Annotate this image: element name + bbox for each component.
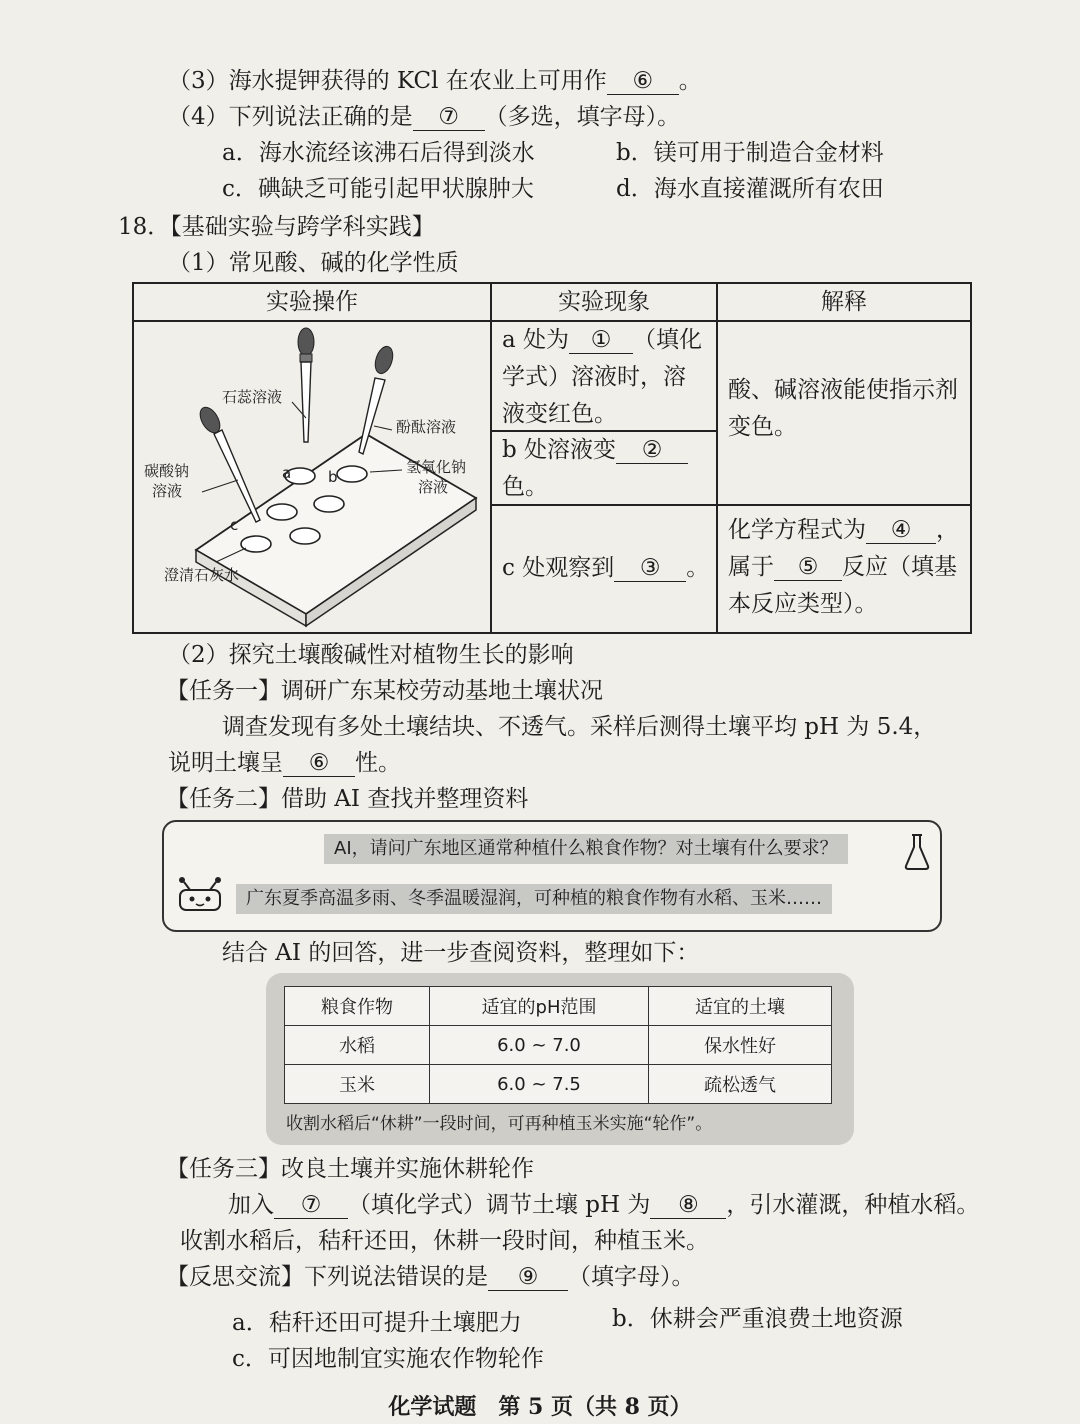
task3-line1 <box>228 1190 979 1220</box>
label-limewater: 澄清石灰水 <box>164 566 240 584</box>
crop-ph-range: 6.0 ~ 7.5 <box>430 1065 649 1104</box>
phenomenon-b <box>502 432 714 506</box>
phen-b-text: b 处溶液变 <box>502 437 617 463</box>
phen-a-text-2: （填化 <box>633 327 703 353</box>
task1-line2 <box>168 748 401 778</box>
q17-4-line <box>168 102 680 132</box>
label-well-b: b <box>328 468 338 486</box>
crop-name: 玉米 <box>285 1065 430 1104</box>
phenomenon-c <box>502 550 714 587</box>
phen-a-text-3: 学式）溶液时，溶 <box>502 364 686 390</box>
phen-a-text-4: 液变红色。 <box>502 401 617 427</box>
well-c <box>241 536 271 552</box>
reflect-option-a: a．秸秆还田可提升土壤肥力 <box>232 1310 522 1336</box>
answer-blank-6b[interactable]: ⑥ <box>283 750 355 777</box>
phen-c-end: 。 <box>686 555 710 581</box>
crop-soil: 疏松透气 <box>649 1065 832 1104</box>
expl-2-comma: ， <box>936 517 959 543</box>
answer-blank-6[interactable]: ⑥ <box>607 68 679 95</box>
crop-header-ph: 适宜的pH范围 <box>430 987 649 1026</box>
label-litmus: 石蕊溶液 <box>222 388 283 406</box>
crop-table <box>284 986 832 1104</box>
phen-c-text: c 处观察到 <box>502 555 615 581</box>
task1-line1: 调查发现有多处土壤结块、不透气。采样后测得土壤平均 pH 为 5.4， <box>222 714 937 740</box>
q18-part2-title: （2）探究土壤酸碱性对植物生长的影响 <box>168 642 574 668</box>
well <box>314 496 344 512</box>
answer-blank-5[interactable]: ⑤ <box>774 554 842 581</box>
dropper-litmus <box>298 328 314 442</box>
label-well-c: c <box>230 516 239 534</box>
crop-table-note: 收割水稻后“休耕”一段时间，可再种植玉米实施“轮作”。 <box>286 1114 713 1134</box>
q17-3-line <box>168 66 702 96</box>
table-row <box>285 1026 832 1065</box>
crop-ph-range: 6.0 ~ 7.0 <box>430 1026 649 1065</box>
expl-1-line2: 变色。 <box>728 414 797 440</box>
option-c: c．碘缺乏可能引起甲状腺肿大 <box>222 176 534 202</box>
dropper-plate-diagram <box>134 322 488 632</box>
crop-header-soil: 适宜的土壤 <box>649 987 832 1026</box>
reflect-option-c: c．可因地制宜实施农作物轮作 <box>232 1346 544 1372</box>
option-b: b．镁可用于制造合金材料 <box>616 140 884 166</box>
label-sodium-hydroxide-2: 溶液 <box>418 478 449 496</box>
q17-3-text: （3）海水提钾获得的 KCl 在农业上可用作 <box>168 68 607 94</box>
expl-2-text-4: 本反应类型）。 <box>728 591 878 617</box>
answer-blank-3[interactable]: ③ <box>614 555 686 582</box>
q17-4-end: （多选，填字母）。 <box>484 104 681 130</box>
answer-blank-2[interactable]: ② <box>616 437 688 464</box>
task3-text-c: ，引水灌溉，种植水稻。 <box>726 1192 980 1218</box>
crop-header-crop: 粮食作物 <box>285 987 430 1026</box>
experiment-table <box>132 282 972 634</box>
option-a: a．海水流经该沸石后得到淡水 <box>222 140 535 166</box>
ai-chat-box <box>162 820 942 932</box>
task1-title: 【任务一】调研广东某校劳动基地土壤状况 <box>166 678 603 704</box>
task3-line2: 收割水稻后，秸秆还田，休耕一段时间，种植玉米。 <box>180 1228 709 1254</box>
dropper-phenolphthalein <box>359 344 396 454</box>
crop-soil: 保水性好 <box>649 1026 832 1065</box>
robot-icon <box>174 874 226 914</box>
explanation-equation <box>728 512 968 623</box>
task3-title: 【任务三】改良土壤并实施休耕轮作 <box>166 1156 534 1182</box>
expl-2-text: 化学方程式为 <box>728 517 866 543</box>
label-sodium-carbonate: 碳酸钠 <box>144 462 190 480</box>
phenomenon-a <box>502 322 714 433</box>
reflect-text-end: （填字母）。 <box>568 1264 695 1290</box>
q18-heading: 18．【基础实验与跨学科实践】 <box>118 214 435 240</box>
task3-text-b: （填化学式）调节土壤 pH 为 <box>348 1192 651 1218</box>
answer-blank-7b[interactable]: ⑦ <box>274 1192 348 1219</box>
crop-table-header-row <box>285 987 832 1026</box>
phen-a-text: a 处为 <box>502 327 570 353</box>
crop-name: 水稻 <box>285 1026 430 1065</box>
label-sodium-hydroxide: 氢氧化钠 <box>406 458 467 476</box>
label-well-a: a <box>282 464 292 482</box>
answer-blank-1[interactable]: ① <box>569 327 633 354</box>
label-phenolphthalein: 酚酞溶液 <box>396 418 457 436</box>
task3-text-a: 加入 <box>228 1192 274 1218</box>
expl-2-text-2: 属于 <box>728 554 774 580</box>
reflect-line <box>166 1262 695 1292</box>
ai-question-bubble: AI，请问广东地区通常种植什么粮食作物？对土壤有什么要求？ <box>324 834 848 864</box>
combine-text: 结合 AI 的回答，进一步查阅资料，整理如下： <box>222 940 700 966</box>
header-phenomenon: 实验现象 <box>558 289 650 315</box>
q17-3-end: 。 <box>678 68 702 94</box>
task1-line2-text: 说明土壤呈 <box>168 750 283 776</box>
answer-blank-4[interactable]: ④ <box>866 517 936 544</box>
table-divider <box>490 284 492 632</box>
well-b <box>337 466 367 482</box>
task2-title: 【任务二】借助 AI 查找并整理资料 <box>166 786 529 812</box>
reflect-text: 【反思交流】下列说法错误的是 <box>166 1264 488 1290</box>
flask-icon <box>902 832 932 872</box>
phen-b-text-2: 色。 <box>502 474 548 500</box>
page-footer: 化学试题 第 5 页（共 8 页） <box>388 1394 692 1420</box>
header-operation: 实验操作 <box>266 289 358 315</box>
answer-blank-8[interactable]: ⑧ <box>650 1192 726 1219</box>
well <box>267 504 297 520</box>
label-sodium-carbonate-2: 溶液 <box>152 482 183 500</box>
q18-part1-title: （1）常见酸、碱的化学性质 <box>168 250 459 276</box>
dropper-sodium-carbonate <box>196 404 260 522</box>
task1-line2-end: 性。 <box>355 750 401 776</box>
answer-blank-7[interactable]: ⑦ <box>413 104 485 131</box>
expl-2-text-3: 反应（填基 <box>842 554 957 580</box>
expl-1-line1: 酸、碱溶液能使指示剂 <box>728 377 958 403</box>
reflect-option-b: b．休耕会严重浪费土地资源 <box>612 1306 903 1332</box>
explanation-indicator <box>728 372 968 446</box>
ai-answer-bubble: 广东夏季高温多雨、冬季温暖湿润，可种植的粮食作物有水稻、玉米…… <box>236 884 832 914</box>
well <box>290 528 320 544</box>
answer-blank-9[interactable]: ⑨ <box>488 1264 568 1291</box>
table-divider <box>716 284 718 632</box>
table-row <box>285 1065 832 1104</box>
header-explanation: 解释 <box>821 289 867 315</box>
option-d: d．海水直接灌溉所有农田 <box>616 176 884 202</box>
q17-4-text: （4）下列说法正确的是 <box>168 104 413 130</box>
